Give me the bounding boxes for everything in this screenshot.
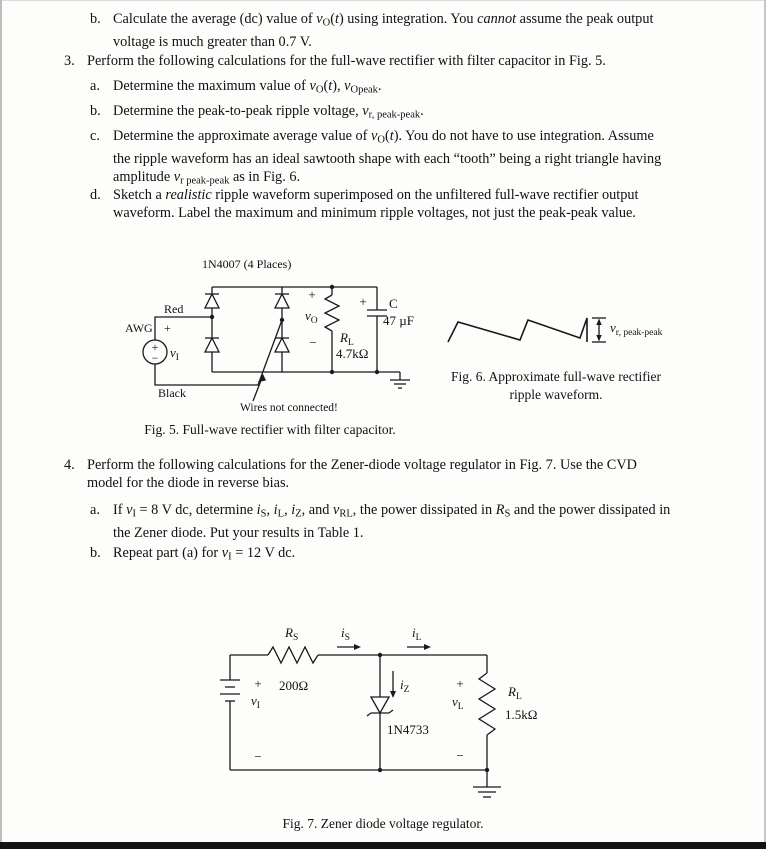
paragraph-text: Determine the peak-to-peak ripple voltage, vr, peak-peak. bbox=[113, 103, 424, 121]
iz-current-arrow-icon bbox=[390, 671, 396, 698]
vi-plus-sign: + bbox=[254, 676, 262, 691]
diode-part-label: 1N4007 (4 Places) bbox=[202, 257, 292, 271]
page-top-edge bbox=[0, 0, 766, 1]
vl-label: $v_L$ bbox=[452, 694, 464, 712]
list-marker: b. bbox=[90, 11, 101, 27]
vo-minus-sign: − bbox=[309, 335, 317, 350]
ground-icon bbox=[390, 372, 410, 388]
fig6-caption-line1: Fig. 6. Approximate full-wave rectifier bbox=[451, 369, 661, 384]
figure-7-zener-regulator bbox=[215, 615, 545, 835]
paragraph-text: Determine the approximate average value of vO(t). You do not have to use integration. Assume the ripple waveform has an ideal sawtooth shape with each “tooth” being a right triangle having amplitude vr peak-peak as in Fig. 6. bbox=[113, 128, 662, 186]
paragraph-text: Sketch a realistic ripple waveform superimposed on the unfiltered full-wave rectifier output waveform. Label the maximum and minimum ripple voltages, not just the peak-peak value. bbox=[113, 187, 639, 221]
page-bottom-edge bbox=[0, 842, 766, 849]
il-current-arrow-icon bbox=[407, 644, 431, 650]
list-marker: c. bbox=[90, 128, 100, 144]
series-resistor-icon bbox=[268, 647, 318, 663]
vi-minus-sign: − bbox=[254, 749, 262, 764]
sawtooth-waveform bbox=[448, 318, 587, 342]
vi-label: $v_I$ bbox=[170, 345, 179, 363]
list-marker: b. bbox=[90, 103, 101, 119]
source-plus-sign: + bbox=[151, 340, 159, 354]
iz-label: $i_Z$ bbox=[400, 677, 410, 695]
item-3 bbox=[64, 52, 606, 70]
rl-label: $R_L$ bbox=[340, 330, 354, 348]
source-top-polarity: + bbox=[164, 321, 171, 335]
vo-label: $v_O$ bbox=[305, 308, 318, 326]
page-left-edge bbox=[0, 0, 2, 849]
awg-label: AWG bbox=[125, 321, 153, 335]
item-4b bbox=[90, 544, 296, 567]
item-4 bbox=[64, 456, 637, 492]
fig7-caption: Fig. 7. Zener diode voltage regulator. bbox=[282, 816, 484, 831]
list-marker: d. bbox=[90, 187, 101, 203]
cap-value-label: 47 µF bbox=[383, 313, 414, 328]
cap-plus-sign: + bbox=[359, 294, 367, 309]
paragraph-text: Calculate the average (dc) value of vO(t) using integration. You cannot assume the peak output voltage is much greater than 0.7 V. bbox=[113, 11, 654, 50]
vi-label: $v_I$ bbox=[251, 693, 260, 711]
item-3a bbox=[90, 77, 382, 100]
load-resistor-icon bbox=[479, 673, 495, 735]
vl-minus-sign: − bbox=[456, 748, 464, 763]
is-current-arrow-icon bbox=[337, 644, 361, 650]
paragraph-text: Perform the following calculations for the Zener-diode voltage regulator in Fig. 7. Use the CVD model for the diode in reverse bias. bbox=[87, 457, 637, 491]
rs-value-label: 200Ω bbox=[279, 678, 309, 693]
bridge-diode-icon bbox=[205, 294, 289, 352]
rl-label: $R_L$ bbox=[508, 684, 522, 702]
vl-plus-sign: + bbox=[456, 676, 464, 691]
battery-icon bbox=[220, 680, 240, 701]
filter-capacitor-icon bbox=[367, 287, 387, 372]
item-3c bbox=[90, 127, 662, 190]
figure-5-full-wave-rectifier bbox=[120, 250, 465, 445]
vo-plus-sign: + bbox=[308, 287, 316, 302]
list-marker: a. bbox=[90, 502, 100, 518]
item-b-average-dc bbox=[90, 10, 654, 51]
il-label: $i_L$ bbox=[412, 625, 422, 643]
fig7-wires bbox=[230, 653, 489, 772]
rl-value-label: 1.5kΩ bbox=[505, 707, 538, 722]
rs-label: $R_S$ bbox=[285, 625, 299, 643]
peak-to-peak-measure-icon bbox=[592, 318, 606, 342]
not-connected-arrow-icon bbox=[253, 374, 266, 401]
cap-name-label: C bbox=[389, 296, 398, 311]
red-terminal-label: Red bbox=[164, 302, 184, 316]
rl-value-label: 4.7kΩ bbox=[336, 346, 369, 361]
figure-6-ripple-waveform bbox=[440, 290, 675, 410]
item-4a bbox=[90, 501, 671, 542]
item-3b bbox=[90, 102, 424, 125]
awg-source-icon bbox=[143, 340, 167, 365]
source-minus-sign: − bbox=[151, 351, 159, 365]
wires-note-label: Wires not connected! bbox=[240, 402, 338, 414]
is-label: $i_S$ bbox=[341, 625, 350, 643]
paragraph-text: Determine the maximum value of vO(t), vOpeak. bbox=[113, 78, 382, 96]
black-terminal-label: Black bbox=[158, 386, 186, 400]
zener-diode-icon bbox=[367, 697, 393, 716]
zener-part-label: 1N4733 bbox=[387, 722, 429, 737]
list-marker: 3. bbox=[64, 53, 75, 69]
ground-icon bbox=[473, 770, 501, 797]
list-marker: b. bbox=[90, 545, 101, 561]
list-marker: 4. bbox=[64, 457, 75, 473]
paragraph-text: Perform the following calculations for the full-wave rectifier with filter capacitor in Fig. 5. bbox=[87, 53, 606, 69]
item-3d bbox=[90, 186, 639, 222]
vr-peak-peak-label: $v_{r, peak-peak}$ bbox=[610, 320, 663, 338]
paragraph-text: Repeat part (a) for vI = 12 V dc. bbox=[113, 545, 296, 563]
paragraph-text: If vI = 8 V dc, determine iS, iL, iZ, and vRL, the power dissipated in RS and the power dissipated in the Zener diode. Put your results in Table 1. bbox=[113, 502, 671, 541]
fig5-caption: Fig. 5. Full-wave rectifier with filter capacitor. bbox=[144, 422, 396, 437]
fig6-caption-line2: ripple waveform. bbox=[509, 387, 603, 402]
list-marker: a. bbox=[90, 78, 100, 94]
